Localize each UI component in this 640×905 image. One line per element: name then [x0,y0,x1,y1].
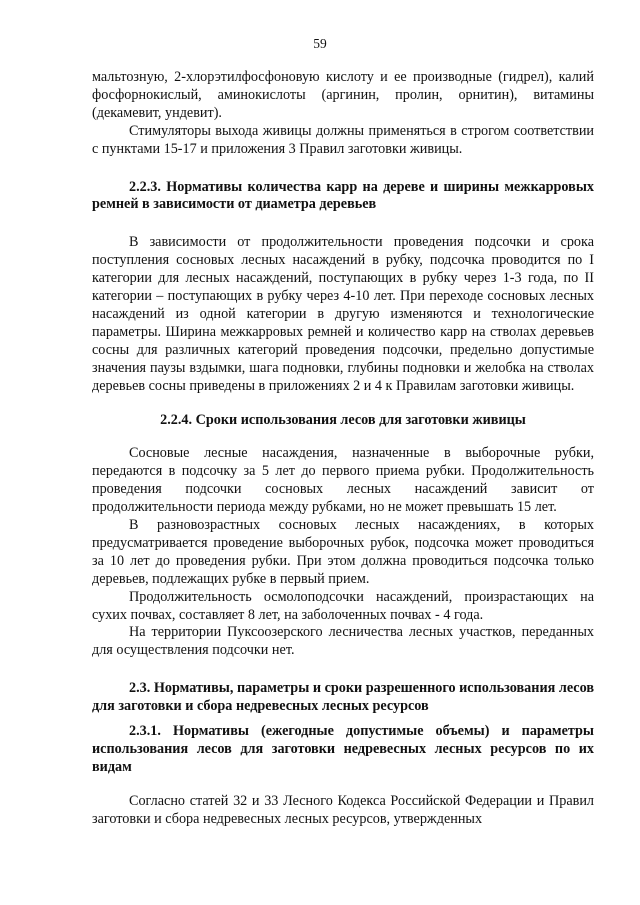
page-content [92,69,594,829]
paragraph-resin-tapping-duration: Продолжительность осмолоподсочки насаждений, произрастающих на сухих почвах, составляет 8 лет, на заболоченных почвах - 4 года. [92,588,594,623]
paragraph-uneven-aged-stands: В разновозрастных сосновых лесных насаждениях, в которых предусматривается проведение выборочных рубок, подсочка может проводиться за 10 лет до проведения рубки. При этом должна проводиться подсочка только деревьев, подлежащих рубке в первый прием. [92,517,594,587]
section-heading-2-3: 2.3. Нормативы, параметры и сроки разрешенного использования лесов для заготовки и сбора недревесных лесных ресурсов [92,680,594,715]
paragraph-forest-code: Согласно статей 32 и 33 Лесного Кодекса Российской Федерации и Правил заготовки и сбора недревесных лесных ресурсов, утвержденных [92,792,594,827]
paragraph-tapping-categories: В зависимости от продолжительности проведения подсочки и срока поступления сосновых лесных насаждений в рубку, подсочка проводится по I категории для лесных насаждений, поступающих в рубку через 1-3 года, по II категории – поступающих в рубку через 4-10 лет. При переходе сосновых лесных насаждений из одной категории в другую изменяются и технологические параметры. Ширина межкарровых ремней и количество карр на стволах деревьев сосны для различных категорий проведения подсочки, предельно допустимые значения паузы вздымки, шага подновки, глубины подновки и желобка на стволах деревьев сосны приведены в приложениях 2 и 4 к Правилам заготовки живицы. [92,234,594,394]
paragraph-stimulants-rules: Стимуляторы выхода живицы должны применяться в строгом соответствии с пунктами 15-17 и приложения 3 Правил заготовки живицы. [92,122,594,157]
paragraph-forestry-territory: На территории Пуксоозерского лесничества лесных участков, переданных для осуществления подсочки нет. [92,624,594,659]
page-number: 59 [313,36,327,51]
section-heading-2-2-4: 2.2.4. Сроки использования лесов для заготовки живицы [160,411,526,428]
section-heading-2-2-3: 2.2.3. Нормативы количества карр на дереве и ширины межкарровых ремней в зависимости от диаметра деревьев [92,178,594,213]
section-heading-2-3-1: 2.3.1. Нормативы (ежегодные допустимые объемы) и параметры использования лесов для заготовки недревесных лесных ресурсов по их видам [92,723,594,775]
paragraph-tapping-terms: Сосновые лесные насаждения, назначенные в выборочные рубки, передаются в подсочку за 5 лет до первого приема рубки. Продолжительность проведения подсочки сосновых лесных насаждений зависит от продолжительности периода между рубками, но не может превышать 15 лет. [92,445,594,516]
paragraph-stimulants-list: мальтозную, 2-хлорэтилфосфоновую кислоту и ее производные (гидрел), калий фосфорнокислый, аминокислоты (аргинин, пролин, орнитин), витамины (декамевит, ундевит). [92,69,594,121]
